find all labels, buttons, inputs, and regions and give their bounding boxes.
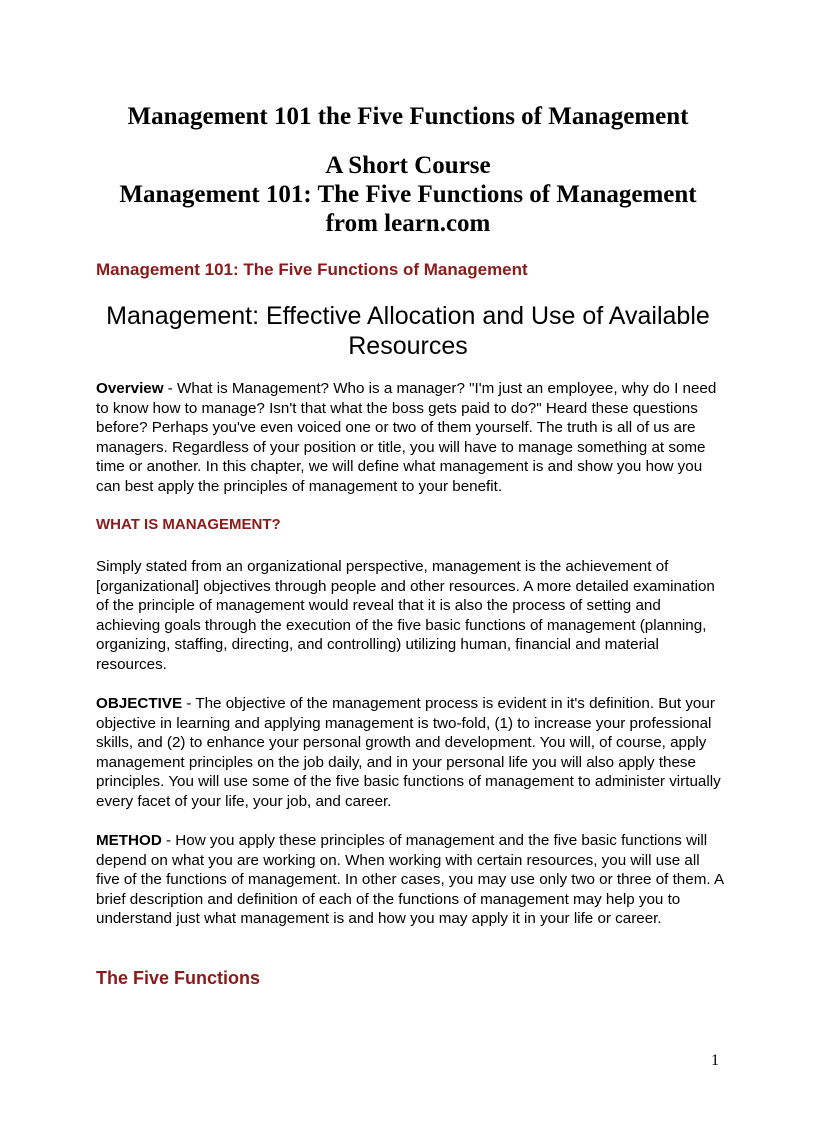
page-number: 1	[711, 1052, 719, 1069]
course-line: from learn.com	[325, 210, 491, 237]
method-text: - How you apply these principles of management and the five basic functions will depend on what you are working on. When working with certain resources, you will use all five of the functions of management. In other cases, you may use only two or three of them. A brief description and definition of each of the functions of management may help you to understand just what management is and how you may apply it in your life or career.	[96, 832, 724, 927]
what-is-paragraph: Simply stated from an organizational perspective, management is the achievement of [organizational] objectives through people and other resources. A more detailed examination of the principle of management would reveal that it is also the process of setting and achieving goals through the execution of the five basic functions of management (planning, organizing, staffing, directing, and controlling) utilizing human, financial and material resources.	[96, 558, 715, 673]
big-heading: Management: Effective Allocation and Use of Available Resources	[106, 302, 710, 360]
method-label: METHOD	[96, 832, 162, 849]
course-title-block	[0, 151, 816, 238]
section-heading: Management 101: The Five Functions of Management	[96, 260, 528, 279]
overview-label: Overview	[96, 380, 164, 397]
objective-paragraph	[96, 694, 724, 811]
objective-label: OBJECTIVE	[96, 695, 183, 712]
method-paragraph	[96, 831, 724, 929]
overview-paragraph	[96, 379, 724, 496]
course-line: A Short Course	[325, 152, 491, 179]
five-functions-heading: The Five Functions	[96, 968, 261, 988]
overview-text: - What is Management? Who is a manager? "I'm just an employee, why do I need to know how to manage? Isn't that what the boss gets paid to do?" Heard these questions before? Perhaps you've even voiced one or two of them yourself. The truth is all of us are managers. Regardless of your position or title, you will have to manage something at some time or another. In this chapter, we will define what management is and show you how you can best apply the principles of management to your benefit.	[96, 380, 717, 495]
main-title: Management 101 the Five Functions of Management	[127, 103, 689, 130]
objective-text: - The objective of the management process is evident in it's definition. But your objective in learning and applying management is two-fold, (1) to increase your professional skills, and (2) to enhance your personal growth and development. You will, of course, apply management principles on the job daily, and in your personal life you will also apply these principles. You will use some of the five basic functions of management to administer virtually every facet of your life, your job, and career.	[96, 695, 721, 810]
course-line: Management 101: The Five Functions of Management	[119, 181, 697, 208]
what-is-heading: WHAT IS MANAGEMENT?	[96, 516, 281, 533]
